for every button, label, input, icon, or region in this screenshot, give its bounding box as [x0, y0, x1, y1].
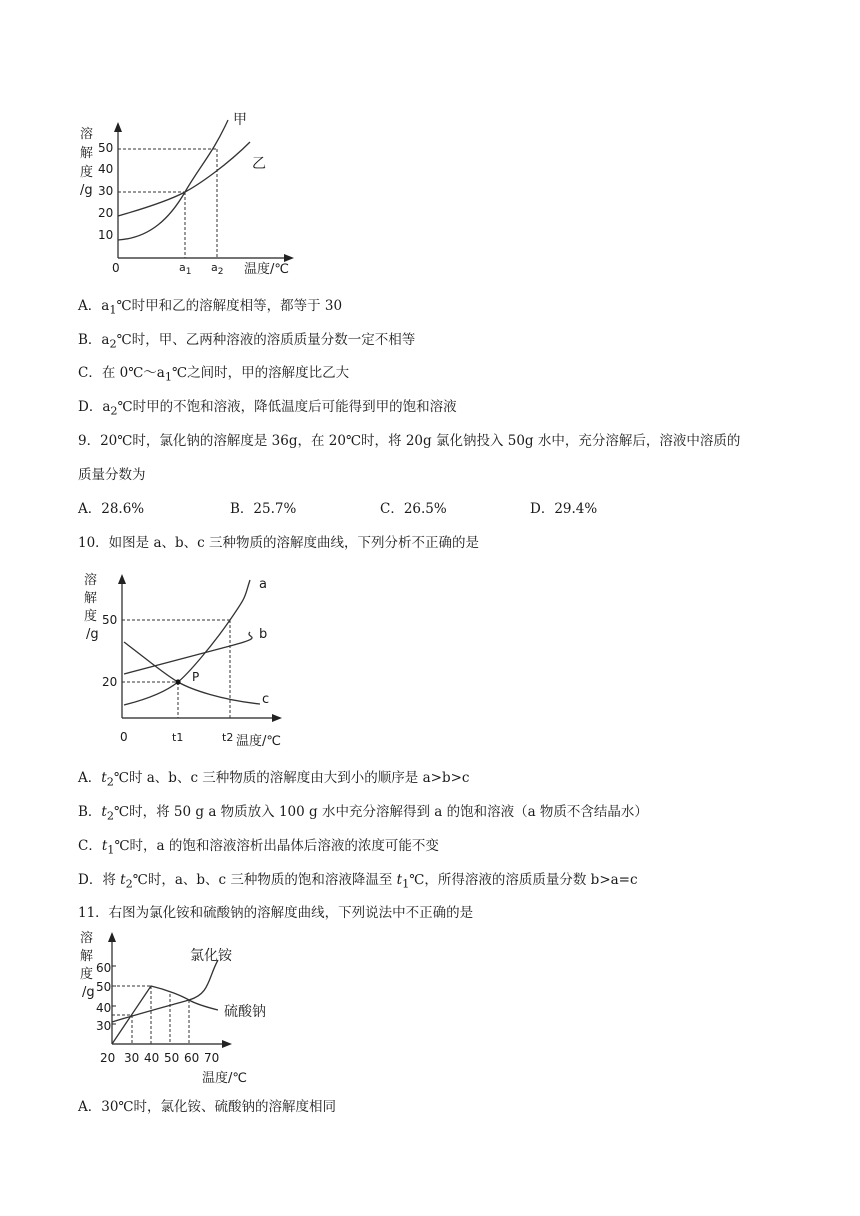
question-9-stem: 9．20℃时，氯化钠的溶解度是 36g，在 20℃时，将 20g 氯化钠投入 50g 水中，充分溶解后，溶液中溶质的 [78, 433, 741, 449]
x-axis-arrow [284, 254, 294, 262]
option-9b: B．25.7% [230, 501, 297, 517]
x-axis-arrow [272, 714, 282, 722]
option-8c: C．在 $0℃\sim a_1℃$之间时，甲的溶解度比乙大 [78, 365, 350, 384]
x-axis-label: 温度/℃ [236, 734, 281, 749]
x-tick-label: 60 [184, 1051, 200, 1065]
y-axis-label-char: /g [80, 183, 93, 198]
x-tick-label: 20 [100, 1051, 116, 1065]
y-axis-arrow [118, 574, 126, 584]
curve-yi [118, 142, 250, 216]
question-10-stem: 10．如图是 a、b、c 三种物质的溶解度曲线，下列分析不正确的是 [78, 535, 480, 551]
curve-label-jia: 甲 [233, 112, 247, 128]
y-axis-label-char: 度 [80, 165, 94, 180]
solubility-chart-abc [82, 566, 312, 756]
y-tick-label: 30 [98, 184, 114, 198]
y-axis-arrow [108, 932, 116, 942]
option-10b: B．$t_2℃$时，将 50 g a 物质放入 100 g 水中充分溶解得到 a 的饱和溶液（a 物质不含结晶水） [78, 804, 648, 823]
option-8b: B．$a_2℃$时，甲、乙两种溶液的溶质质量分数一定不相等 [78, 332, 416, 351]
point-label-p: P [192, 670, 200, 684]
y-tick-label: 30 [96, 1019, 112, 1033]
x-tick-label: 30 [124, 1051, 140, 1065]
y-axis-label-char: /g [82, 985, 95, 1000]
origin-label: 0 [112, 261, 120, 275]
y-tick-label: 50 [98, 141, 114, 155]
solubility-chart-nh4cl-na2so4 [78, 924, 298, 1096]
curve-b [124, 632, 252, 674]
option-8a: A．$a_1℃$时甲和乙的溶解度相等，都等于 30 [78, 298, 343, 317]
curve-ammonium-chloride [112, 960, 218, 1022]
y-axis-label-char: 解 [80, 949, 94, 964]
y-axis-label-char: 溶 [80, 127, 94, 142]
x-tick-label: 40 [144, 1051, 160, 1065]
question-11-stem: 11．右图为氯化铵和硫酸钠的溶解度曲线，下列说法中不正确的是 [78, 905, 474, 921]
y-axis-label-char: 度 [80, 967, 94, 982]
option-9c: C．26.5% [380, 501, 447, 517]
y-axis-label-char: 溶 [80, 931, 94, 946]
x-mark-a2: $a_2$ [211, 261, 224, 277]
y-tick-label: 50 [96, 980, 112, 994]
x-axis-label: 温度/℃ [244, 262, 289, 277]
option-10c: C．$t_1℃$时，a 的饱和溶液溶析出晶体后溶液的浓度可能不变 [78, 838, 439, 857]
x-tick-label: 70 [204, 1051, 220, 1065]
question-9-stem-cont: 质量分数为 [78, 467, 146, 483]
y-axis-arrow [114, 122, 122, 132]
curve-label-sodium-sulfate: 硫酸钠 [224, 1004, 266, 1020]
curve-jia [118, 120, 228, 240]
option-8d: D．$a_2℃$时甲的不饱和溶液，降低温度后可能得到甲的饱和溶液 [78, 399, 457, 418]
question-9-options [78, 497, 678, 517]
curve-label-b: b [259, 627, 268, 642]
y-tick-label: 60 [96, 961, 112, 975]
x-tick-label: 50 [164, 1051, 180, 1065]
y-axis-label-char: 解 [80, 146, 94, 161]
x-mark-a1: $a_1$ [179, 261, 192, 277]
solubility-chart-jia-yi [78, 108, 308, 278]
origin-label: 0 [120, 730, 128, 744]
option-11a: A．30℃时，氯化铵、硫酸钠的溶解度相同 [78, 1099, 337, 1115]
y-tick-label: 50 [102, 613, 118, 627]
y-tick-label: 40 [96, 1001, 112, 1015]
y-axis-label-char: 解 [84, 591, 98, 606]
option-10a: A．$t_2℃$时 a、b、c 三种物质的溶解度由大到小的顺序是 a>b>c [78, 770, 470, 789]
option-9d: D．29.4% [530, 501, 598, 517]
y-axis-label-char: 溶 [84, 573, 98, 588]
y-tick-label: 10 [98, 228, 114, 242]
curve-label-a: a [259, 577, 267, 592]
y-tick-label: 40 [98, 162, 114, 176]
curve-label-c: c [262, 692, 270, 707]
curve-label-ammonium-chloride: 氯化铵 [190, 948, 232, 964]
y-tick-label: 20 [102, 675, 118, 689]
intersection-point-p [175, 679, 180, 684]
x-axis-label: 温度/℃ [202, 1071, 247, 1086]
y-tick-label: 20 [98, 206, 114, 220]
y-axis-label-char: /g [86, 627, 99, 642]
x-mark-t2: t2 [222, 731, 234, 744]
option-9a: A．28.6% [78, 501, 145, 517]
option-10d: D．将 $t_2℃$时，a、b、c 三种物质的饱和溶液降温至 $t_1℃$，所得溶液的溶质质量分数 b>a=c [78, 872, 638, 891]
curve-label-yi: 乙 [252, 156, 266, 172]
x-axis-arrow [222, 1040, 232, 1048]
x-mark-t1: t1 [172, 731, 184, 744]
y-axis-label-char: 度 [84, 609, 98, 624]
